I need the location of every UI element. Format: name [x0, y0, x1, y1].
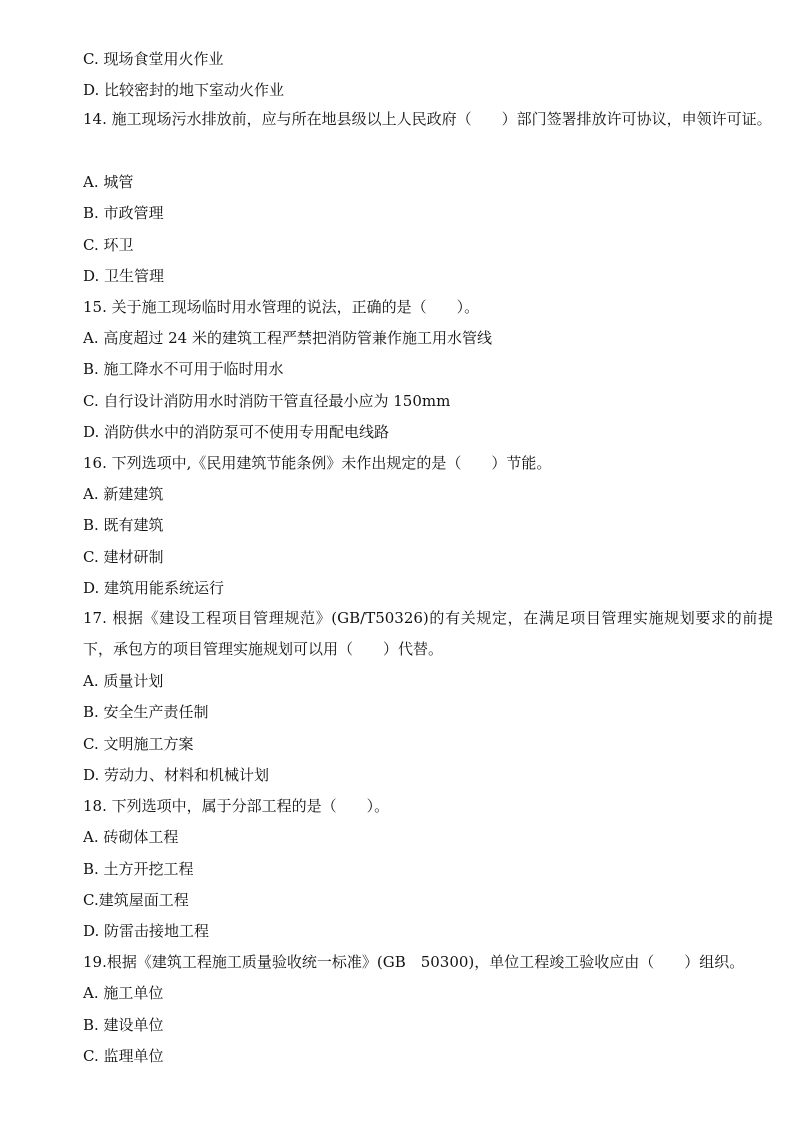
question-19: 19.根据《建筑工程施工质量验收统一标准》(GB 50300)，单位工程竣工验收应由（ ）组织。 [83, 953, 745, 971]
option-b-q18: B. 土方开挖工程 [83, 860, 194, 878]
option-d-q16: D. 建筑用能系统运行 [83, 579, 225, 597]
option-c-q17: C. 文明施工方案 [83, 735, 194, 753]
question-15: 15. 关于施工现场临时用水管理的说法，正确的是（ ）。 [83, 298, 480, 316]
question-14: 14. 施工现场污水排放前，应与所在地县级以上人民政府（ ）部门签署排放许可协议，申领许可证。 [83, 110, 772, 128]
option-d-q17: D. 劳动力、材料和机械计划 [83, 766, 270, 784]
option-a-q16: A. 新建建筑 [83, 485, 164, 503]
option-a-q14: A. 城管 [83, 173, 134, 191]
option-b-q14: B. 市政管理 [83, 204, 164, 222]
option-b-q19: B. 建设单位 [83, 1016, 164, 1034]
option-c-q18: C.建筑屋面工程 [83, 891, 189, 909]
option-c-q16: C. 建材研制 [83, 548, 164, 566]
option-c-q19: C. 监理单位 [83, 1047, 164, 1065]
option-a-q15: A. 高度超过 24 米的建筑工程严禁把消防管兼作施工用水管线 [83, 329, 492, 347]
option-a-q18: A. 砖砌体工程 [83, 828, 179, 846]
option-c-q13: C. 现场食堂用火作业 [83, 50, 224, 68]
question-16: 16. 下列选项中,《民用建筑节能条例》未作出规定的是（ ）节能。 [83, 454, 552, 472]
option-a-q19: A. 施工单位 [83, 984, 164, 1002]
option-d-q14: D. 卫生管理 [83, 267, 165, 285]
option-b-q16: B. 既有建筑 [83, 516, 164, 534]
option-c-q14: C. 环卫 [83, 236, 134, 254]
question-17: 17. 根据《建设工程项目管理规范》(GB/T50326)的有关规定，在满足项目管理实施规划要求的前提下，承包方的项目管理实施规划可以用（ ）代替。 [83, 609, 773, 658]
option-a-q17: A. 质量计划 [83, 672, 164, 690]
option-c-q15: C. 自行设计消防用水时消防干管直径最小应为 150mm [83, 392, 451, 410]
question-18: 18. 下列选项中，属于分部工程的是（ ）。 [83, 797, 390, 815]
option-b-q17: B. 安全生产责任制 [83, 703, 209, 721]
option-d-q13: D. 比较密封的地下室动火作业 [83, 81, 285, 99]
option-b-q15: B. 施工降水不可用于临时用水 [83, 360, 284, 378]
option-d-q18: D. 防雷击接地工程 [83, 922, 210, 940]
option-d-q15: D. 消防供水中的消防泵可不使用专用配电线路 [83, 423, 390, 441]
